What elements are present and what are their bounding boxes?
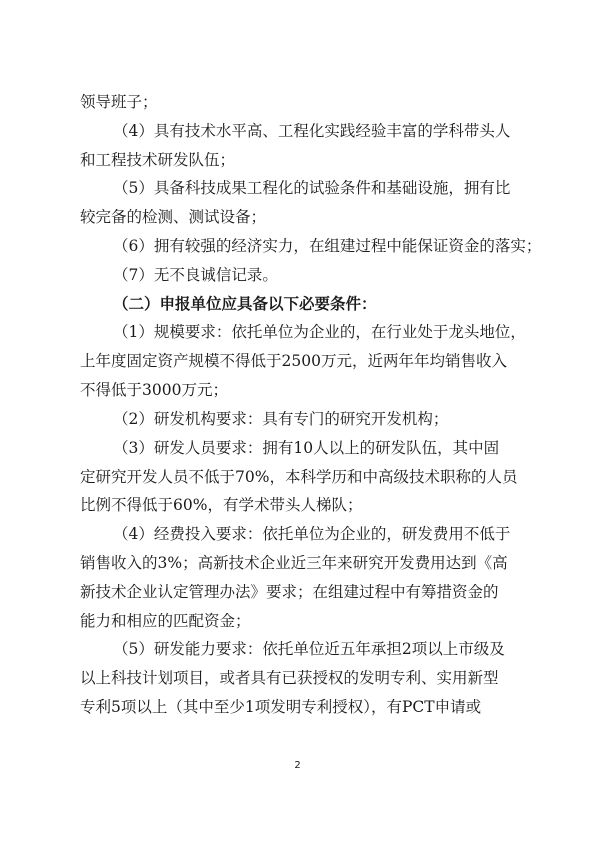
text-line: 不得低于3000万元； — [80, 381, 228, 399]
text-line: 领导班子； — [80, 93, 158, 111]
text-line: 以上科技计划项目，或者具有已获授权的发明专利、实用新型 — [80, 669, 499, 687]
text-line: （3）研发人员要求：拥有10人以上的研发队伍，其中固 — [113, 439, 500, 457]
text-line: （5）研发能力要求：依托单位近五年承担2项以上市级及 — [113, 640, 505, 658]
text-line: 和工程技术研发队伍； — [80, 151, 236, 169]
text-line: 定研究开发人员不低于70%，本科学历和中高级技术职称的人员 — [80, 468, 518, 486]
text-line: （1）规模要求：依托单位为企业的，在行业处于龙头地位， — [113, 323, 526, 341]
text-line: 上年度固定资产规模不得低于2500万元，近两年年均销售收入 — [80, 352, 507, 370]
text-line: （6）拥有较强的经济实力，在组建过程中能保证资金的落实； — [113, 237, 542, 255]
text-line: （4）具有技术水平高、工程化实践经验丰富的学科带头人 — [113, 122, 511, 140]
text-line: （4）经费投入要求：依托单位为企业的，研发费用不低于 — [113, 525, 511, 543]
text-line: （5）具备科技成果工程化的试验条件和基础设施，拥有比 — [113, 179, 511, 197]
text-line: 比例不得低于60%，有学术带头人梯队； — [80, 496, 363, 514]
text-line: （2）研发机构要求：具有专门的研究开发机构； — [113, 410, 449, 428]
text-line: （7）无不良诚信记录。 — [113, 266, 278, 284]
text-line: 新技术企业认定管理办法》要求；在组建过程中有筹措资金的 — [80, 583, 499, 601]
text-line: 较完备的检测、测试设备； — [80, 208, 267, 226]
page-number: 2 — [294, 760, 301, 771]
text-line: 能力和相应的匹配资金； — [80, 612, 251, 630]
text-line: 专利5项以上（其中至少1项发明专利授权），有PCT申请或 — [80, 698, 482, 716]
section-heading: （二）申报单位应具备以下必要条件： — [113, 294, 377, 313]
text-line: 销售收入的3%；高新技术企业近三年来研究开发费用达到《高 — [80, 554, 508, 572]
